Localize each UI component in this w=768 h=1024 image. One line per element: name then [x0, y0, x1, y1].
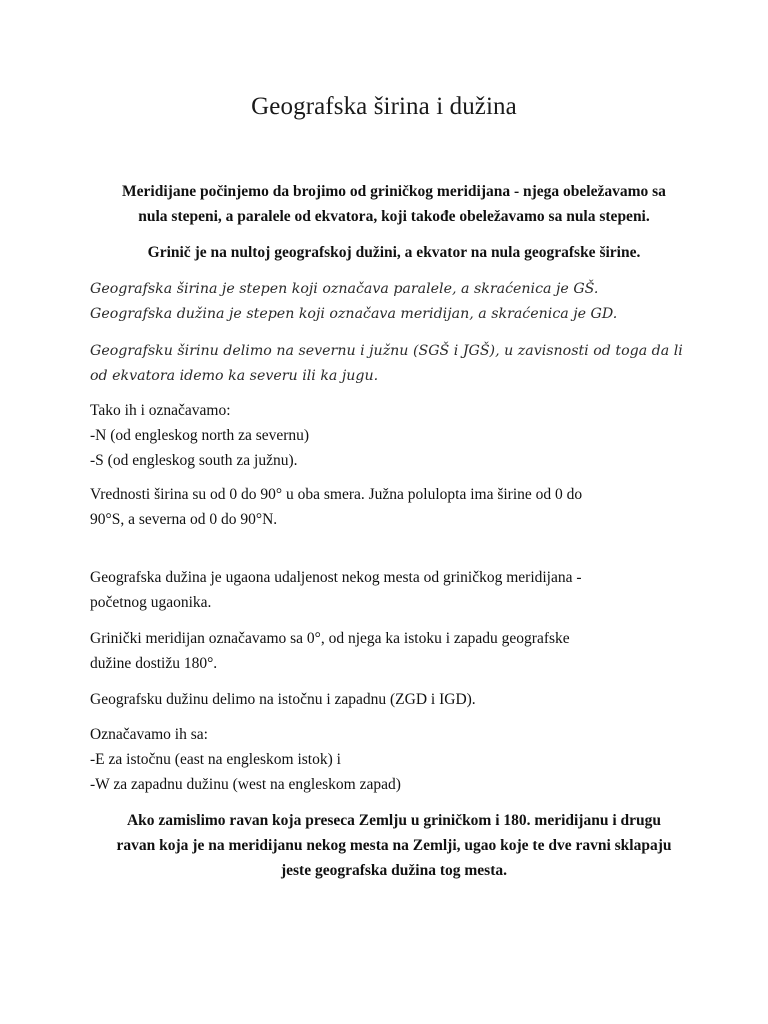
text-line: Meridijane počinjemo da brojimo od griničkog meridijana - njega obeležavamo sa	[122, 183, 666, 200]
paragraph-longitude-labels	[90, 722, 690, 797]
text-line: Ako zamislimo ravan koja preseca Zemlju u griničkom i 180. meridijanu i drugu	[126, 812, 662, 829]
paragraph-latitude-labels	[90, 398, 690, 473]
text-line: Grinički meridijan označavamo sa 0°, od njega ka istoku i zapadu geografske	[90, 630, 570, 647]
paragraph-latitude-division	[90, 339, 690, 389]
text-line: -W za zapadnu dužinu (west na engleskom zapad)	[90, 776, 401, 793]
text-line: Vrednosti širina su od 0 do 90° u oba smera. Južna polulopta ima širine od 0 do	[90, 486, 583, 503]
text-line: 90°S, a severna od 0 do 90°N.	[90, 511, 278, 528]
text-line: ravan koja je na meridijanu nekog mesta na Zemlji, ugao koje te dve ravni sklapaju	[116, 837, 672, 854]
text-line: Geografsku dužinu delimo na istočnu i zapadnu (ZGD i IGD).	[90, 691, 476, 708]
paragraph-planes	[84, 808, 704, 883]
page-title: Geografska širina i dužina	[251, 93, 517, 120]
paragraph-longitude-division	[90, 687, 690, 712]
paragraph-greenwich-meridian	[90, 626, 690, 676]
text-line: dužine dostižu 180°.	[90, 655, 218, 672]
paragraph-definitions	[90, 277, 690, 327]
paragraph-latitude-values	[90, 482, 690, 532]
paragraph-greenwich	[84, 240, 704, 265]
text-line: Tako ih i označavamo:	[90, 402, 231, 419]
text-line: -N (od engleskog north za severnu)	[90, 427, 310, 444]
text-line: Označavamo ih sa:	[90, 726, 208, 743]
text-line: Grinič je na nultoj geografskoj dužini, a ekvator na nula geografske širine.	[147, 244, 641, 261]
text-line: Geografsku širinu delimo na severnu i južnu (SGŠ i JGŠ), u zavisnosti od toga da li	[90, 343, 683, 359]
text-line: Geografska dužina je stepen koji označava meridijan, a skraćenica je GD.	[90, 306, 618, 322]
text-line: od ekvatora idemo ka severu ili ka jugu.	[90, 368, 379, 384]
text-line: -S (od engleskog south za južnu).	[90, 452, 298, 469]
paragraph-meridians-intro	[84, 179, 704, 229]
paragraph-longitude-definition	[90, 565, 690, 615]
text-line: Geografska dužina je ugaona udaljenost nekog mesta od griničkog meridijana -	[90, 569, 582, 586]
text-line: početnog ugaonika.	[90, 594, 212, 611]
text-line: Geografska širina je stepen koji označava paralele, a skraćenica je GŠ.	[90, 281, 599, 297]
text-line: nula stepeni, a paralele od ekvatora, koji takođe obeležavamo sa nula stepeni.	[138, 208, 650, 225]
text-line: -E za istočnu (east na engleskom istok) i	[90, 751, 341, 768]
text-line: jeste geografska dužina tog mesta.	[280, 862, 507, 879]
